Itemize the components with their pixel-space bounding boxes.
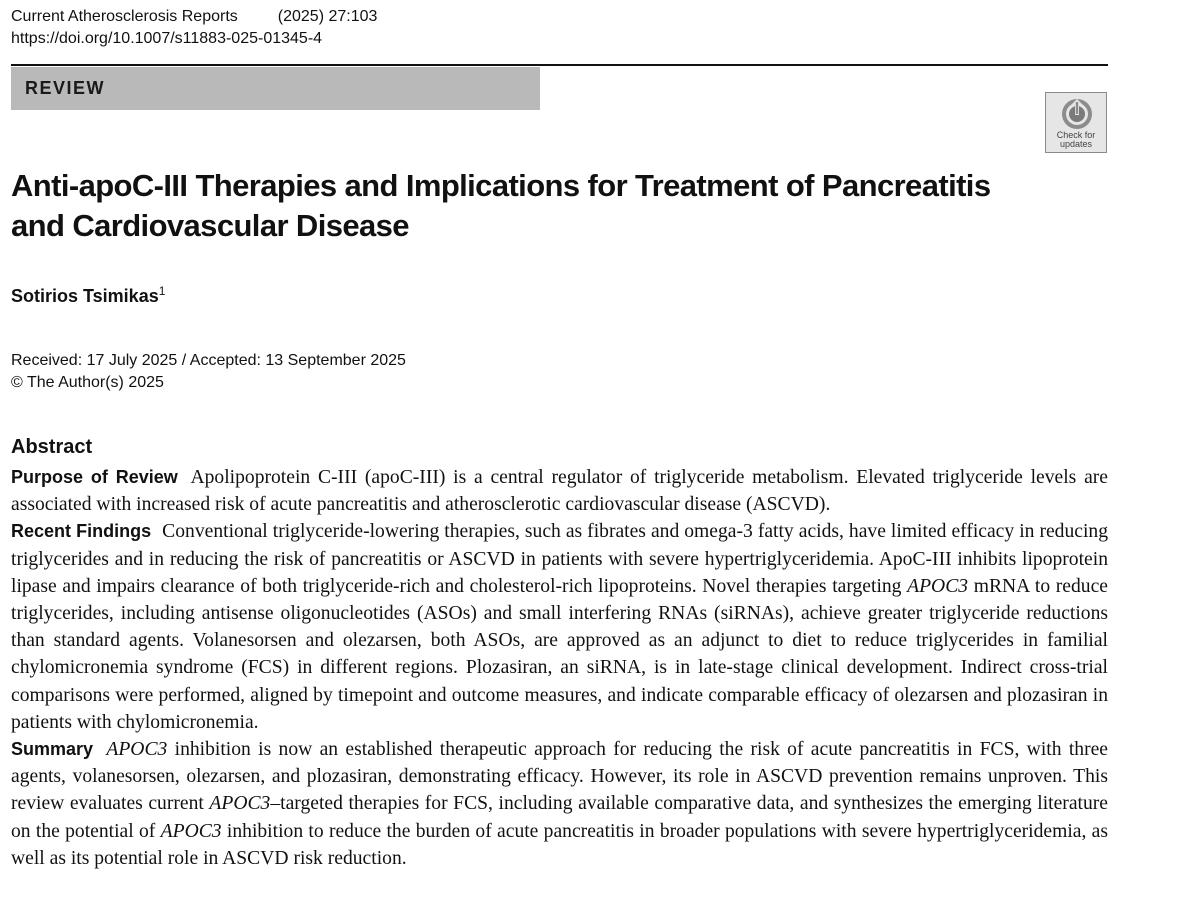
check-for-updates-badge[interactable]	[1045, 92, 1107, 153]
abstract-summary-paragraph	[11, 736, 1108, 872]
findings-gene-1: APOC3	[907, 575, 969, 597]
article-type-label: REVIEW	[25, 78, 106, 98]
journal-volume: (2025) 27:103	[277, 8, 378, 25]
header-rule	[11, 64, 1108, 66]
findings-text-1: Conventional triglyceride-lowering therapies, such as fibrates and omega-3 fatty acids, have limited efficacy in reducing triglycerides and in reducing the risk of pancreatitis or ASCVD in patients with severe hypertriglyceridemia. ApoC-III inhibits lipoprotein lipase and impairs clearance of both triglyceride-rich and cholesterol-rich lipoproteins. Novel therapies targeting	[11, 521, 1109, 597]
journal-name: Current Atherosclerosis Reports	[11, 8, 238, 25]
check-for-updates-line2: updates	[1059, 139, 1093, 149]
summary-label: Summary	[11, 739, 94, 760]
author-affiliation-mark[interactable]: 1	[158, 284, 166, 298]
author-name[interactable]: Sotirios Tsimikas	[11, 286, 159, 306]
abstract-purpose-paragraph	[11, 464, 1108, 518]
check-for-updates-icon	[1060, 97, 1094, 131]
author-line	[11, 284, 165, 307]
purpose-label: Purpose of Review	[11, 467, 178, 487]
doi-link[interactable]: https://doi.org/10.1007/s11883-025-01345-4	[11, 30, 323, 47]
summary-gene-3: APOC3	[160, 820, 222, 842]
summary-text-1: inhibition is now an established therapeutic approach for reducing the risk of acute pancreatitis in FCS, with three agents, volanesorsen, olezarsen, and plozasiran, demonstrating efficacy. However, its role in ASCVD prevention remains unproven. This review evaluates current	[11, 739, 1108, 815]
article-title-line2: and Cardiovascular Disease	[11, 208, 409, 243]
journal-header	[11, 6, 377, 50]
abstract-findings-paragraph	[11, 518, 1108, 736]
findings-text-2: mRNA to reduce triglycerides, including antisense oligonucleotides (ASOs) and small interfering RNAs (siRNAs), achieve greater triglyceride reductions than standard agents. Volanesorsen and olezarsen, both ASOs, are approved as an adjunct to diet to reduce triglycerides in familial chylomicronemia syndrome (FCS) in different regions. Plozasiran, an siRNA, is in late-stage clinical development. Indirect cross-trial comparisons were performed, aligned by timepoint and outcome measures, and indicate comparable efficacy of olezarsen and plozasiran in patients with chylomicronemia.	[11, 575, 1108, 733]
abstract-heading: Abstract	[11, 436, 93, 458]
article-type-bar	[11, 67, 540, 110]
article-title-line1: Anti-apoC-III Therapies and Implications for Treatment of Pancreatitis	[11, 168, 991, 203]
findings-label: Recent Findings	[11, 521, 152, 542]
copyright-notice: © The Author(s) 2025	[11, 374, 164, 391]
article-dates	[11, 350, 406, 394]
received-accepted-dates: Received: 17 July 2025 / Accepted: 13 September 2025	[11, 352, 406, 369]
summary-gene-2: APOC3	[209, 793, 271, 815]
purpose-text: Apolipoprotein C-III (apoC-III) is a central regulator of triglyceride metabolism. Elevated triglyceride levels are associated with increased risk of acute pancreatitis and atherosclerotic cardiovascular disease (ASCVD).	[11, 467, 1108, 516]
summary-gene-1: APOC3	[106, 739, 168, 761]
check-for-updates-line1: Check for	[1056, 130, 1096, 140]
article-title	[11, 166, 1061, 246]
summary-text-3: inhibition to reduce the burden of acute pancreatitis in broader populations with severe hypertriglyceridemia, as well as its potential role in ASCVD risk reduction.	[11, 820, 1109, 869]
summary-text-2: –targeted therapies for FCS, including available comparative data, and synthesizes the emerging literature on the potential of	[11, 793, 1108, 842]
abstract-body	[11, 464, 1108, 872]
